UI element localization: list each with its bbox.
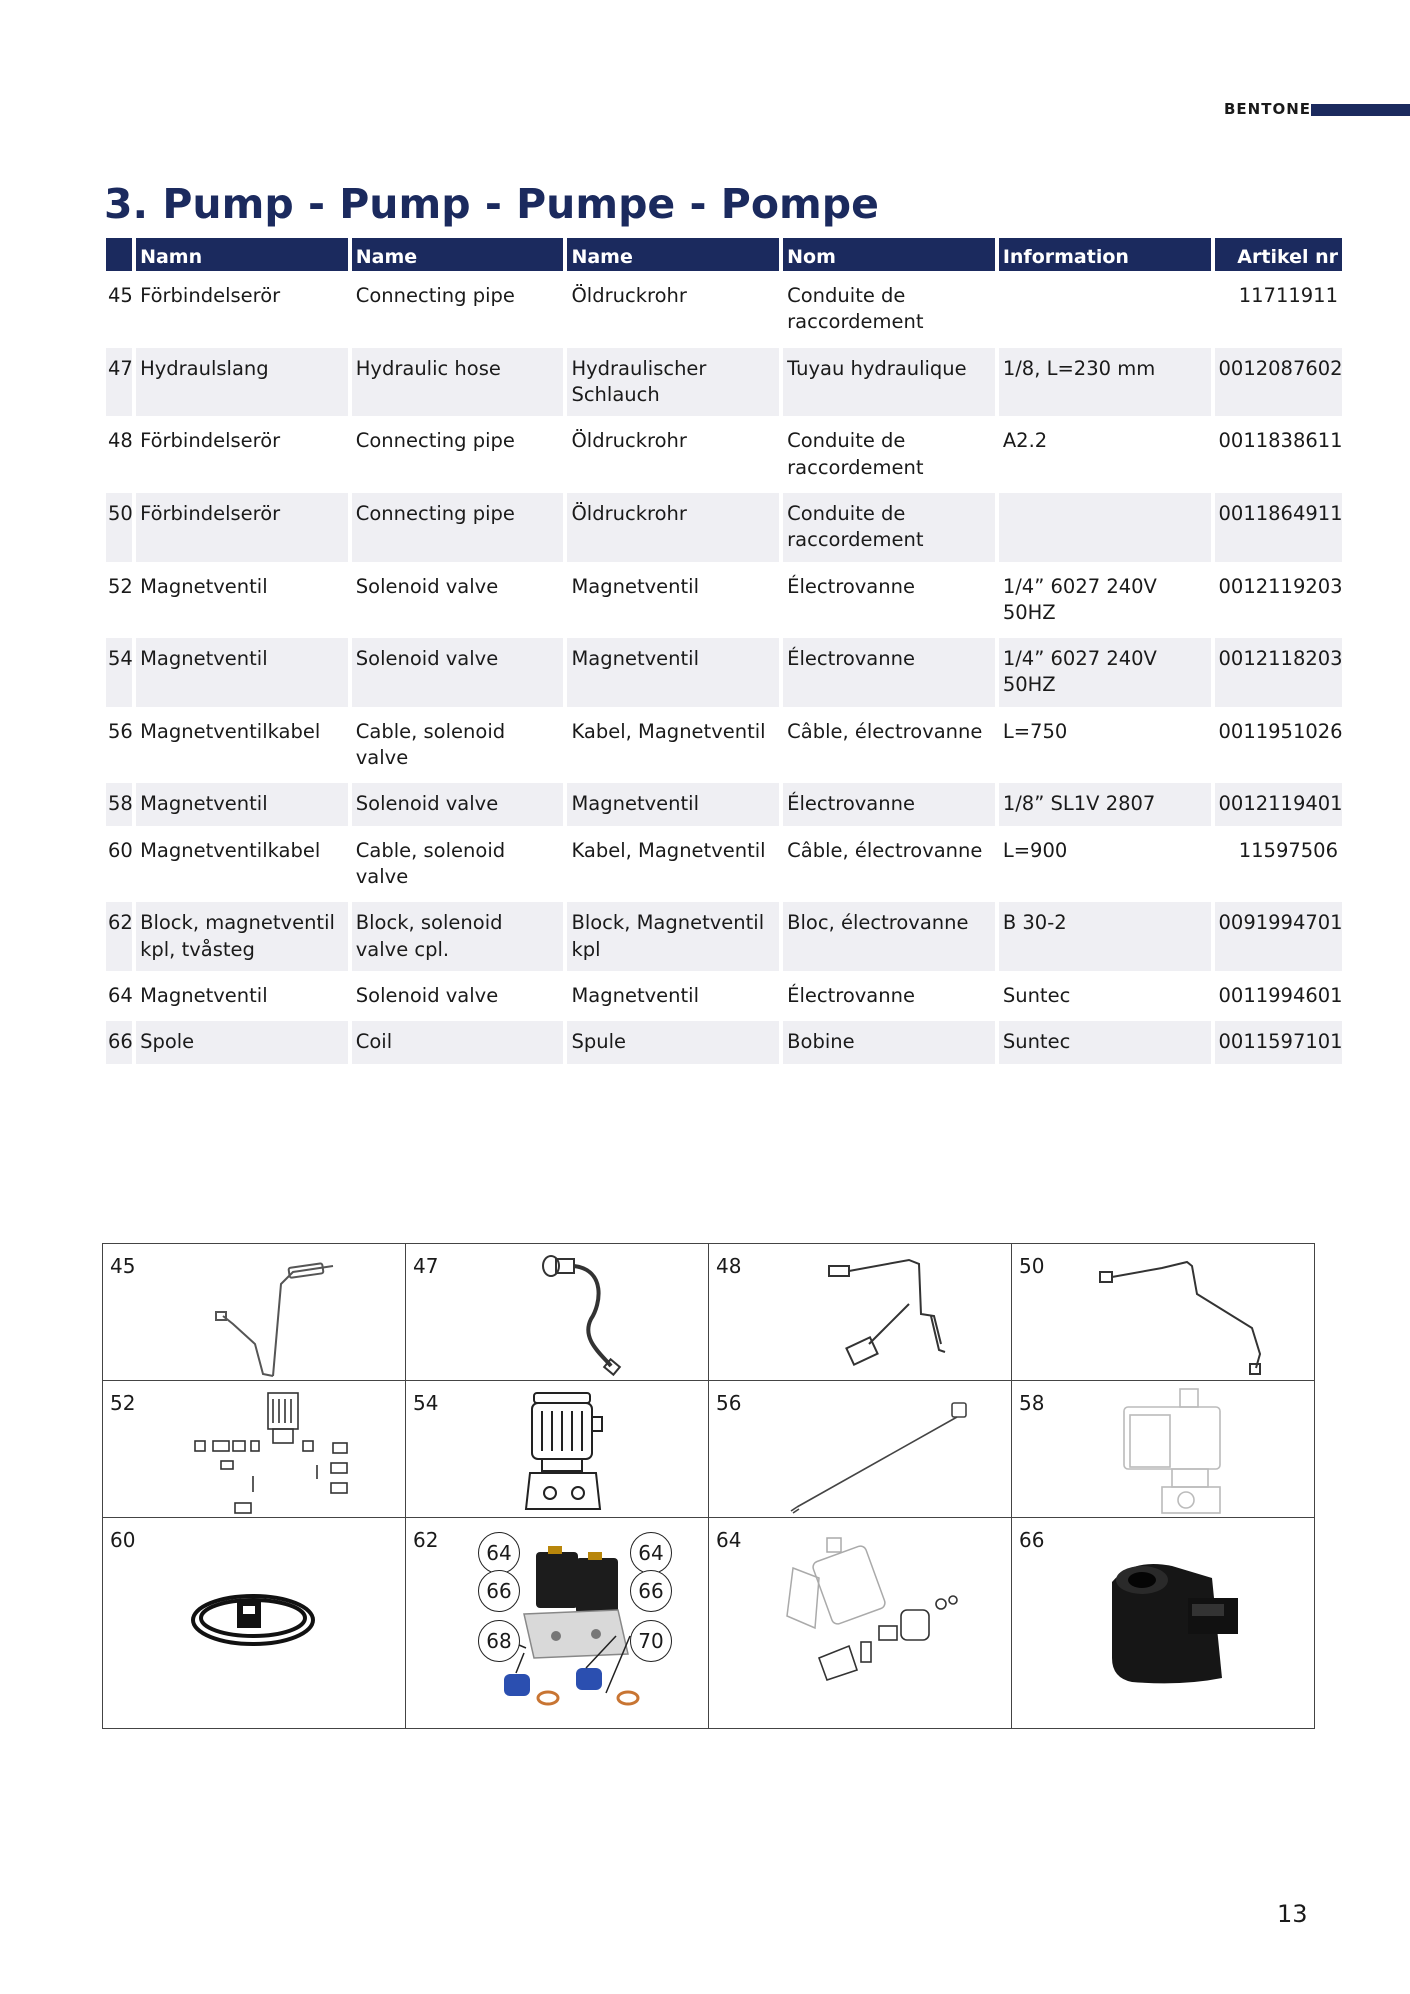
row-name-de: Magnetventil	[571, 983, 699, 1007]
row-information: 1/8, L=230 mm	[999, 348, 1211, 417]
row-information	[999, 493, 1211, 562]
solenoid-valve-drawing-icon	[406, 1381, 706, 1521]
row-item-number: 66	[106, 1021, 132, 1063]
image-cell	[103, 1244, 406, 1381]
image-cell-label: 45	[110, 1254, 136, 1278]
image-cell-label: 50	[1019, 1254, 1045, 1278]
parts-image-grid	[102, 1243, 1315, 1729]
image-cell	[709, 1381, 1012, 1518]
row-article-number: 0012087602	[1215, 348, 1342, 417]
hydraulic-hose-drawing-icon	[406, 1244, 706, 1380]
header-artikel: Artikel nr	[1215, 238, 1342, 271]
table-row	[106, 830, 1342, 899]
row-name-fr: Électrovanne	[787, 983, 915, 1007]
image-cell	[103, 1518, 406, 1729]
row-article-number: 0011994601	[1218, 983, 1343, 1007]
row-name-sv: Block, magnetventil kpl, tvåsteg	[136, 902, 348, 971]
solenoid-cable-drawing-icon	[709, 1381, 1009, 1521]
page-number: 13	[1277, 1900, 1308, 1928]
header-name-de: Name	[567, 238, 779, 271]
row-information: L=900	[1002, 838, 1068, 862]
table-row	[106, 638, 1342, 707]
row-name-de: Magnetventil	[567, 638, 779, 707]
row-item-number: 54	[106, 638, 132, 707]
row-name-de: Spule	[567, 1021, 779, 1063]
row-name-en: Connecting pipe	[355, 429, 515, 453]
table-row	[106, 420, 1342, 489]
image-cell-label: 64	[716, 1528, 742, 1552]
callout-64: 64	[630, 1532, 672, 1574]
row-name-en: Hydraulic hose	[352, 348, 564, 417]
row-name-de: Öldruckrohr	[567, 493, 779, 562]
image-cell	[406, 1381, 709, 1518]
row-item-number: 56	[108, 719, 133, 743]
table-row	[106, 711, 1342, 780]
row-name-fr: Bobine	[783, 1021, 995, 1063]
image-cell	[1012, 1244, 1315, 1381]
row-information: B 30-2	[999, 902, 1211, 971]
image-cell	[709, 1518, 1012, 1729]
image-cell	[406, 1244, 709, 1381]
row-name-fr: Électrovanne	[787, 574, 915, 598]
callout-68: 68	[478, 1620, 520, 1662]
row-article-number: 0011864911	[1215, 493, 1342, 562]
row-name-de: Block, Magnetventil kpl	[567, 902, 779, 971]
image-cell-label: 58	[1019, 1391, 1045, 1415]
row-name-en: Solenoid valve	[352, 783, 564, 825]
table-row	[106, 348, 1342, 417]
row-information: 1/4” 6027 240V 50HZ	[1002, 574, 1157, 624]
row-name-de: Magnetventil	[567, 783, 779, 825]
image-cell-label: 66	[1019, 1528, 1045, 1552]
row-item-number: 48	[108, 429, 133, 453]
table-row	[106, 783, 1342, 825]
connecting-pipe-drawing-icon	[709, 1244, 1009, 1380]
row-name-sv: Magnetventil	[140, 983, 268, 1007]
row-name-de: Kabel, Magnetventil	[571, 838, 766, 862]
row-name-fr: Bloc, électrovanne	[783, 902, 995, 971]
connecting-pipe-drawing-icon	[103, 1244, 403, 1380]
image-cell	[1012, 1518, 1315, 1729]
solenoid-valve-exploded-drawing-icon	[103, 1381, 403, 1521]
row-information: Suntec	[999, 1021, 1211, 1063]
row-name-fr: Conduite de raccordement	[787, 429, 924, 479]
table-row	[106, 275, 1342, 344]
row-article-number: 0011951026	[1218, 719, 1343, 743]
row-information: Suntec	[1002, 983, 1071, 1007]
row-item-number: 62	[106, 902, 132, 971]
row-name-fr: Électrovanne	[783, 783, 995, 825]
row-name-en: Connecting pipe	[355, 284, 515, 307]
cable-photo-icon	[103, 1518, 403, 1728]
connecting-pipe-drawing-icon	[1012, 1244, 1312, 1380]
table-header-row	[106, 238, 1342, 271]
row-name-sv: Magnetventil	[136, 638, 348, 707]
row-name-en: Block, solenoid valve cpl.	[352, 902, 564, 971]
image-cell	[103, 1381, 406, 1518]
row-article-number: 0012119203	[1218, 574, 1343, 598]
row-article-number: 0012118203	[1215, 638, 1342, 707]
row-name-sv: Förbindelserör	[140, 429, 281, 453]
row-name-sv: Hydraulslang	[136, 348, 348, 417]
coil-photo-icon	[1012, 1518, 1312, 1728]
row-name-sv: Förbindelserör	[140, 284, 281, 307]
row-name-de: Öldruckrohr	[571, 429, 687, 453]
table-row	[106, 493, 1342, 562]
row-information: L=750	[1002, 719, 1068, 743]
table-row	[106, 902, 1342, 971]
row-article-number: 0091994701	[1215, 902, 1342, 971]
brand-bar	[1311, 104, 1410, 116]
header-name-en: Name	[352, 238, 564, 271]
row-article-number: 11711911	[1238, 284, 1338, 307]
row-name-sv: Förbindelserör	[136, 493, 348, 562]
row-name-de: Öldruckrohr	[571, 284, 687, 307]
row-name-en: Cable, solenoid valve	[355, 838, 506, 888]
row-information	[999, 275, 1211, 344]
row-name-sv: Magnetventilkabel	[140, 719, 321, 743]
row-item-number: 58	[106, 783, 132, 825]
solenoid-valve-drawing-icon	[1012, 1381, 1312, 1521]
image-cell	[406, 1518, 709, 1729]
row-name-sv: Spole	[136, 1021, 348, 1063]
row-article-number: 0011838611	[1218, 429, 1343, 453]
row-name-sv: Magnetventilkabel	[140, 838, 321, 862]
brand-name: BENTONE	[1224, 100, 1312, 118]
row-name-de: Magnetventil	[571, 574, 699, 598]
header-no	[106, 238, 132, 271]
image-cell-label: 52	[110, 1391, 136, 1415]
table-row	[106, 1021, 1342, 1063]
row-article-number: 11597506	[1238, 838, 1338, 862]
row-item-number: 47	[106, 348, 132, 417]
row-name-en: Solenoid valve	[355, 983, 499, 1007]
row-article-number: 0011597101	[1215, 1021, 1342, 1063]
row-article-number: 0012119401	[1215, 783, 1342, 825]
row-information: 1/4” 6027 240V 50HZ	[999, 638, 1211, 707]
callout-64: 64	[478, 1532, 520, 1574]
table-row	[106, 566, 1342, 635]
row-item-number: 50	[106, 493, 132, 562]
image-cell-label: 54	[413, 1391, 439, 1415]
solenoid-valve-exploded-drawing-icon	[709, 1518, 1009, 1728]
image-cell	[709, 1244, 1012, 1381]
image-cell-label: 47	[413, 1254, 439, 1278]
row-name-de: Kabel, Magnetventil	[571, 719, 766, 743]
row-name-en: Coil	[352, 1021, 564, 1063]
row-name-fr: Câble, électrovanne	[787, 838, 983, 862]
callout-70: 70	[630, 1620, 672, 1662]
row-name-fr: Tuyau hydraulique	[783, 348, 995, 417]
image-cell-label: 62	[413, 1528, 439, 1552]
row-item-number: 52	[108, 574, 133, 598]
row-name-en: Solenoid valve	[355, 574, 499, 598]
header-nom: Nom	[783, 238, 995, 271]
row-name-en: Solenoid valve	[352, 638, 564, 707]
page-title: 3. Pump - Pump - Pumpe - Pompe	[104, 180, 879, 228]
row-item-number: 45	[108, 284, 133, 307]
image-cell	[1012, 1381, 1315, 1518]
row-name-en: Connecting pipe	[352, 493, 564, 562]
row-name-sv: Magnetventil	[136, 783, 348, 825]
row-item-number: 64	[108, 983, 133, 1007]
callout-66: 66	[478, 1570, 520, 1612]
table-row	[106, 975, 1342, 1017]
row-name-de: Hydraulischer Schlauch	[567, 348, 779, 417]
image-cell-label: 56	[716, 1391, 742, 1415]
image-cell-label: 48	[716, 1254, 742, 1278]
parts-table	[102, 234, 1346, 1068]
header-information: Information	[999, 238, 1211, 271]
row-name-fr: Conduite de raccordement	[787, 284, 924, 334]
row-name-en: Cable, solenoid valve	[355, 719, 506, 770]
row-name-fr: Câble, électrovanne	[787, 719, 983, 743]
row-name-fr: Conduite de raccordement	[783, 493, 995, 562]
row-information: 1/8” SL1V 2807	[999, 783, 1211, 825]
image-cell-label: 60	[110, 1528, 136, 1552]
header-namn: Namn	[136, 238, 348, 271]
row-information: A2.2	[1002, 429, 1048, 453]
row-name-fr: Électrovanne	[783, 638, 995, 707]
row-item-number: 60	[108, 838, 133, 862]
callout-66: 66	[630, 1570, 672, 1612]
row-name-sv: Magnetventil	[140, 574, 268, 598]
